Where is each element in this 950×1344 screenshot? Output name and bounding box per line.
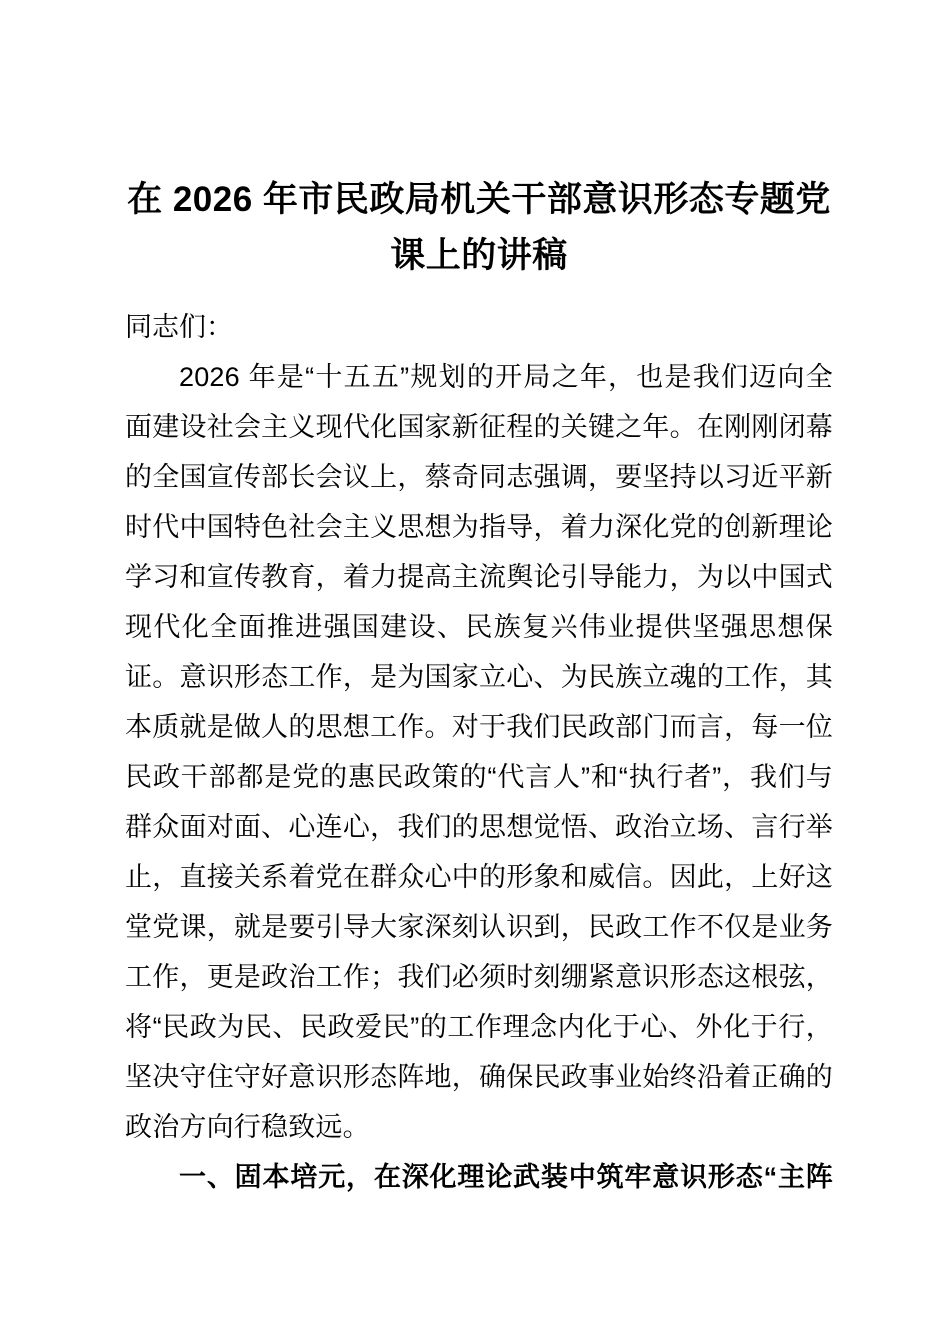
document-title: 在 2026 年市民政局机关干部意识形态专题党课上的讲稿 — [127, 180, 831, 275]
paragraph-intro: 2026 年是“十五五”规划的开局之年，也是我们迈向全面建设社会主义现代化国家新征程的关键之年。在刚刚闭幕的全国宣传部长会议上，蔡奇同志强调，要坚持以习近平新时代中国特色社会主义思想为指导，着力深化党的创新理论学习和宣传教育，着力提高主流舆论引导能力，为以中国式现代化全面推进强国建设、民族复兴伟业提供坚强思想保证。意识形态工作，是为国家立心、为民族立魂的工作，其本质就是做人的思想工作。对于我们民政部门而言，每一位民政干部都是党的惠民政策的“代言人”和“执行者”，我们与群众面对面、心连心，我们的思想觉悟、政治立场、言行举止，直接关系着党在群众心中的形象和威信。因此，上好这堂党课，就是要引导大家深刻认识到，民政工作不仅是业务工作，更是政治工作；我们必须时刻绷紧意识形态这根弦，将“民政为民、民政爱民”的工作理念内化于心、外化于行，坚决守住守好意识形态阵地，确保民政事业始终沿着正确的政治方向行稳致远。 — [125, 362, 833, 1142]
salutation-line: 同志们： — [125, 312, 233, 342]
section-heading-1: 一、固本培元，在深化理论武装中筑牢意识形态“主阵 — [179, 1162, 833, 1192]
